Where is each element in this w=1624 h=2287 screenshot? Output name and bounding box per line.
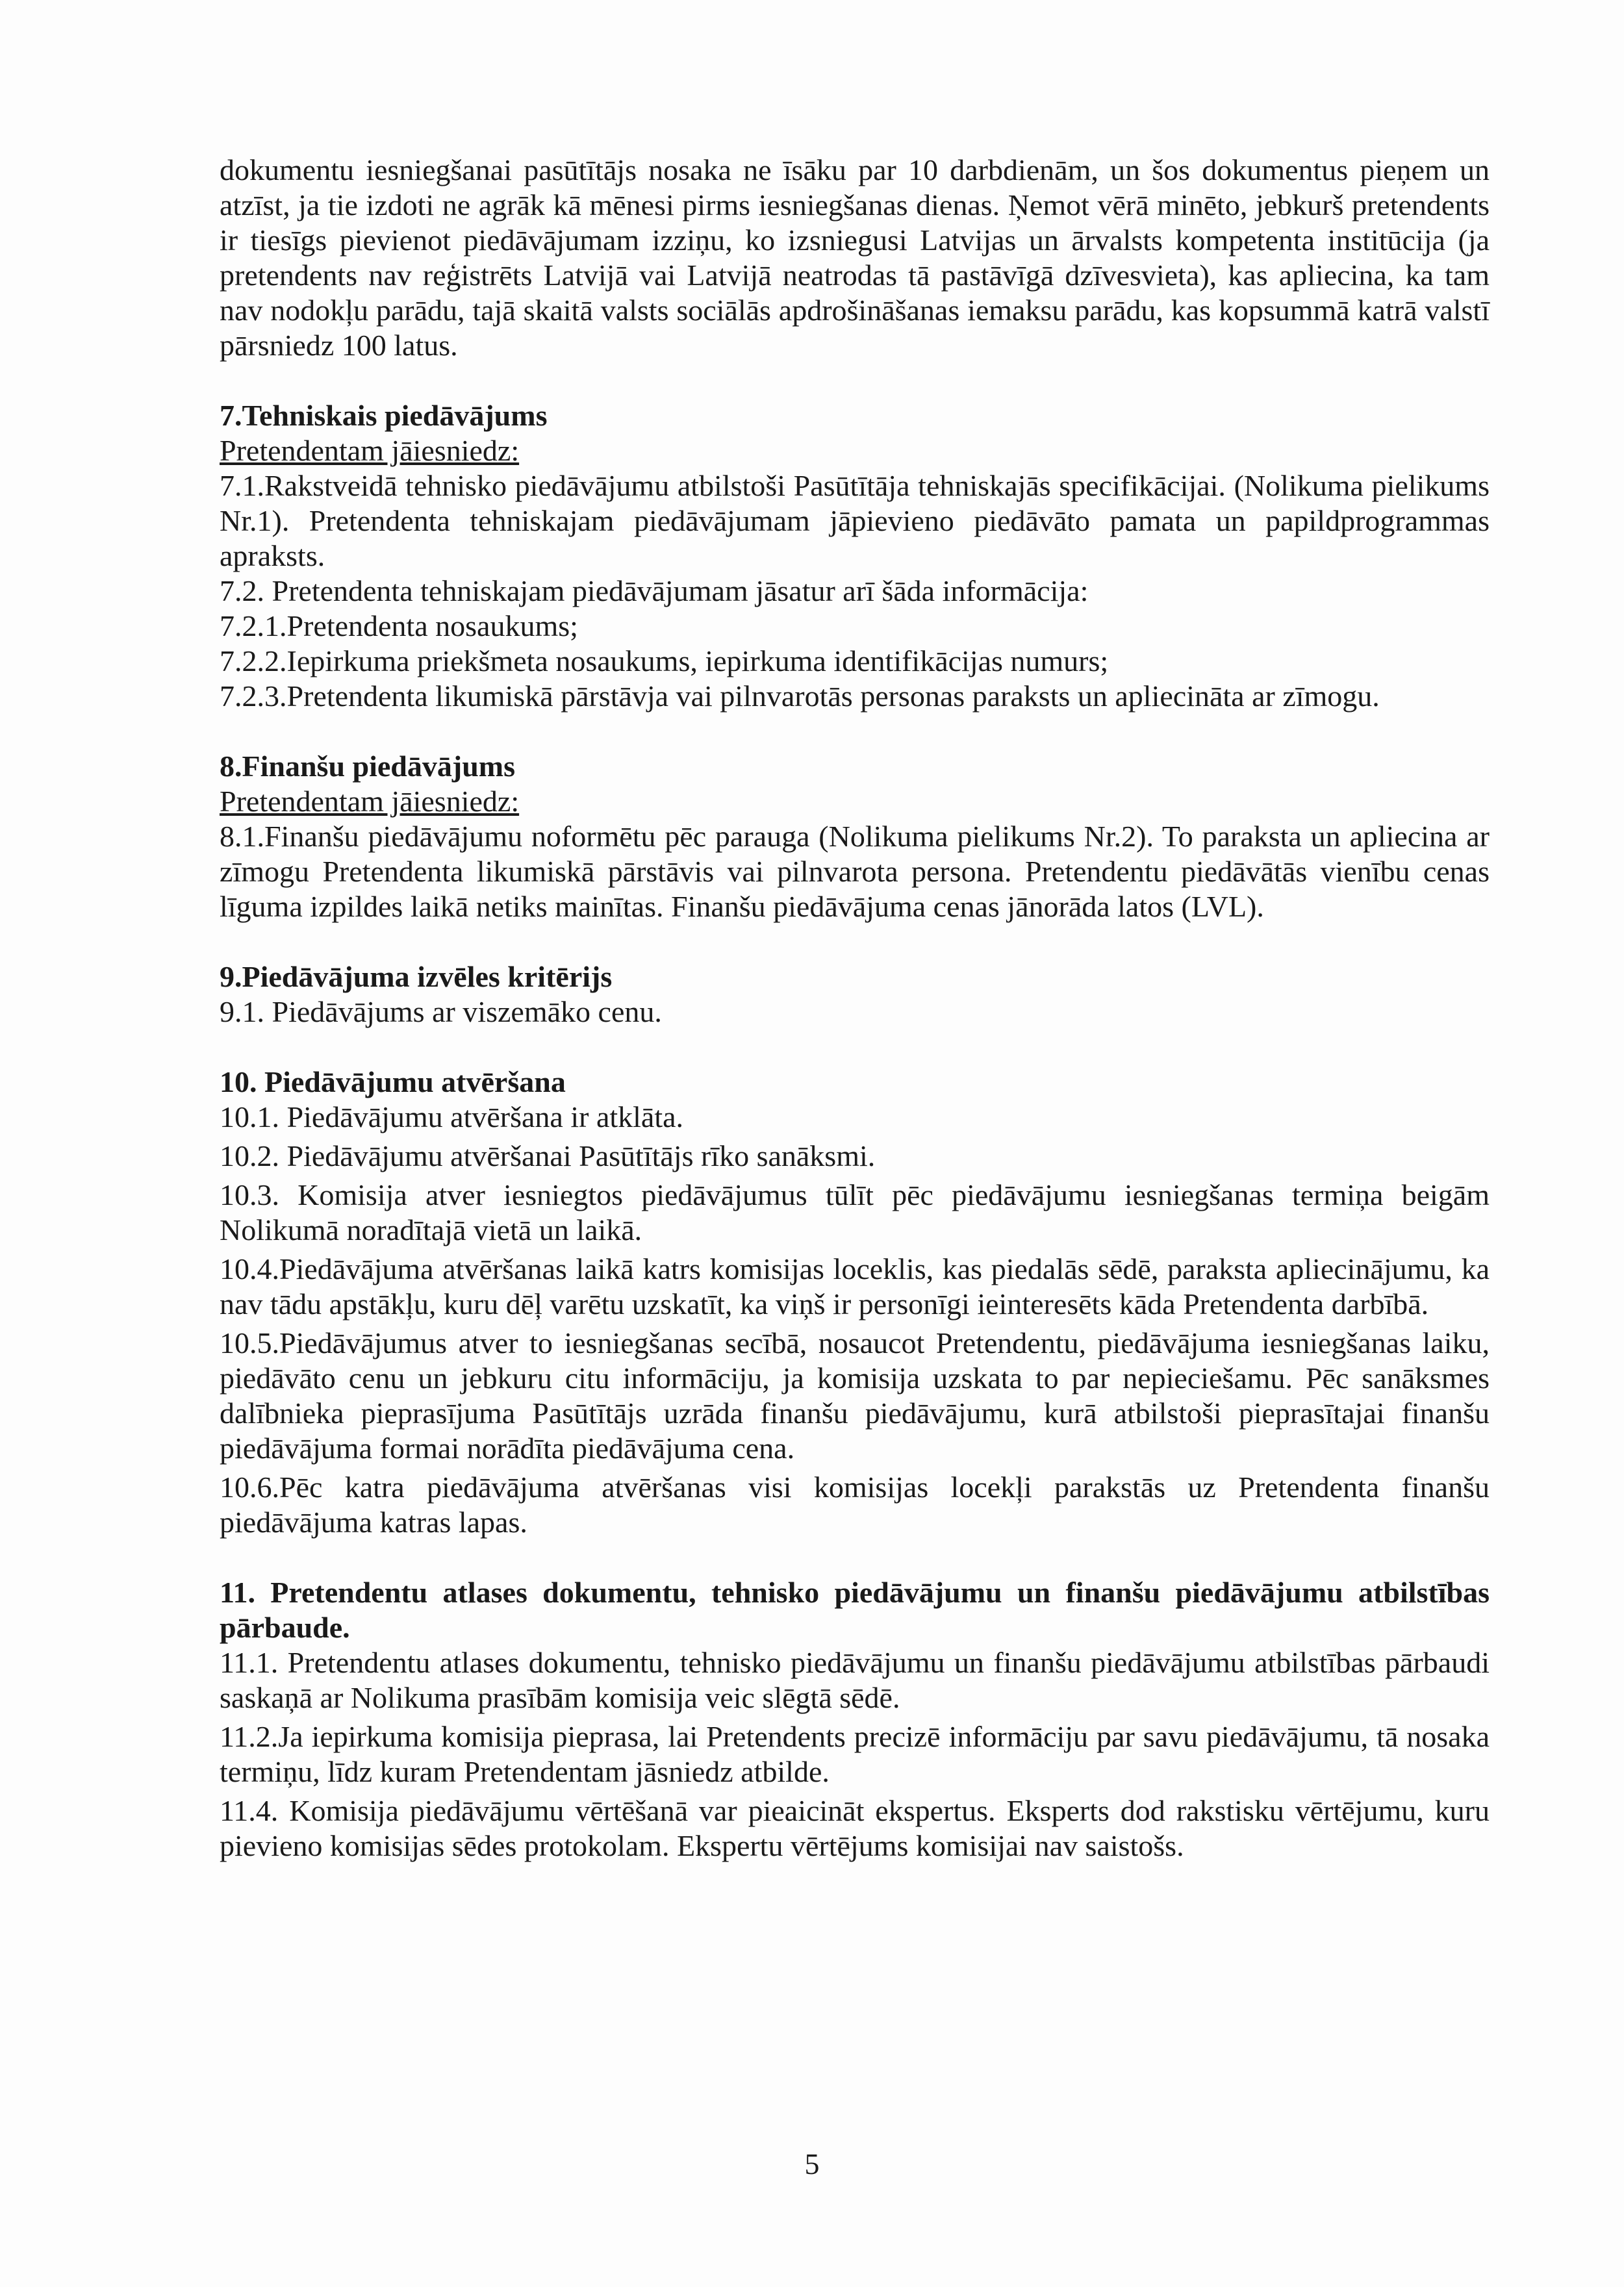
section-8-subheading: Pretendentam jāiesniedz:: [220, 785, 520, 818]
paragraph-8-1: 8.1.Finanšu piedāvājumu noformētu pēc parauga (Nolikuma pielikums Nr.2). To paraksta un apliecina ar zīmogu Pretendenta likumiskā pārstāvis vai pilnvarota persona. Pretendentu piedāvātās vienību cenas līguma izpildes laikā netiks mainītas. Finanšu piedāvājuma cenas jānorāda latos (LVL).: [220, 820, 1490, 923]
paragraph-11-2: 11.2.Ja iepirkuma komisija pieprasa, lai Pretendents precizē informāciju par savu piedāvājumu, tā nosaka termiņu, līdz kuram Pretendentam jāsniedz atbilde.: [220, 1720, 1490, 1788]
section-8-title: 8.Finanšu piedāvājums: [220, 750, 516, 783]
section-7-subheading: Pretendentam jāiesniedz:: [220, 434, 520, 467]
paragraph-10-6: 10.6.Pēc katra piedāvājuma atvēršanas visi komisijas locekļi parakstās uz Pretendenta finanšu piedāvājuma katras lapas.: [220, 1471, 1490, 1539]
paragraph-10-2: 10.2. Piedāvājumu atvēršanai Pasūtītājs rīko sanāksmi.: [220, 1139, 876, 1172]
section-10-title: 10. Piedāvājumu atvēršana: [220, 1065, 566, 1098]
paragraph-10-5: 10.5.Piedāvājumus atver to iesniegšanas secībā, nosaucot Pretendentu, piedāvājuma iesniegšanas laiku, piedāvāto cenu un jebkuru citu informāciju, ja komisija uzskata to par nepieciešamu. Pēc sanāksmes dalībnieka pieprasījuma Pasūtītājs uzrāda finanšu piedāvājumu, kurā atbilstoši pieprasītajai finanšu piedāvājuma formai norādīta piedāvājuma cena.: [220, 1326, 1490, 1465]
paragraph-7-2-1: 7.2.1.Pretendenta nosaukums;: [220, 609, 578, 642]
paragraph-7-2: 7.2. Pretendenta tehniskajam piedāvājumam jāsatur arī šāda informācija:: [220, 574, 1089, 607]
paragraph-7-2-3: 7.2.3.Pretendenta likumiskā pārstāvja vai pilnvarotās personas paraksts un apliecināta ar zīmogu.: [220, 679, 1380, 713]
paragraph-11-4: 11.4. Komisija piedāvājumu vērtēšanā var pieaicināt ekspertus. Eksperts dod rakstisku vērtējumu, kuru pievieno komisijas sēdes protokolam. Ekspertu vērtējums komisijai nav saistošs.: [220, 1794, 1490, 1862]
section-7-title: 7.Tehniskais piedāvājums: [220, 399, 548, 432]
page-number: 5: [804, 2147, 820, 2180]
paragraph-10-1: 10.1. Piedāvājumu atvēršana ir atklāta.: [220, 1100, 684, 1133]
section-11-title: 11. Pretendentu atlases dokumentu, tehnisko piedāvājumu un finanšu piedāvājumu atbilstības pārbaude.: [220, 1576, 1490, 1644]
paragraph-9-1: 9.1. Piedāvājums ar viszemāko cenu.: [220, 995, 662, 1028]
paragraph-11-1: 11.1. Pretendentu atlases dokumentu, tehnisko piedāvājumu un finanšu piedāvājumu atbilstības pārbaudi saskaņā ar Nolikuma prasībām komisija veic slēgtā sēdē.: [220, 1646, 1490, 1714]
paragraph-10-3: 10.3. Komisija atver iesniegtos piedāvājumus tūlīt pēc piedāvājumu iesniegšanas termiņa beigām Nolikumā noradītajā vietā un laikā.: [220, 1178, 1490, 1246]
paragraph-7-2-2: 7.2.2.Iepirkuma priekšmeta nosaukums, iepirkuma identifikācijas numurs;: [220, 644, 1109, 677]
section-9-title: 9.Piedāvājuma izvēles kritērijs: [220, 960, 613, 993]
paragraph-10-4: 10.4.Piedāvājuma atvēršanas laikā katrs komisijas loceklis, kas piedalās sēdē, paraksta apliecinājumu, ka nav tādu apstākļu, kuru dēļ varētu uzskatīt, ka viņš ir personīgi ieinteresēts kāda Pretendenta darbībā.: [220, 1252, 1490, 1320]
paragraph-7-1: 7.1.Rakstveidā tehnisko piedāvājumu atbilstoši Pasūtītāja tehniskajās specifikācijai. (Nolikuma pielikums Nr.1). Pretendenta tehniskajam piedāvājumam jāpievieno piedāvāto pamata un papildprogrammas apraksts.: [220, 469, 1490, 572]
document-page: [220, 153, 1490, 1864]
intro-paragraph: dokumentu iesniegšanai pasūtītājs nosaka ne īsāku par 10 darbdienām, un šos dokumentus pieņem un atzīst, ja tie izdoti ne agrāk kā mēnesi pirms iesniegšanas dienas. Ņemot vērā minēto, jebkurš pretendents ir tiesīgs pievienot piedāvājumam izziņu, ko izsniegusi Latvijas un ārvalsts kompetenta institūcija (ja pretendents nav reģistrēts Latvijā vai Latvijā neatrodas tā pastāvīgā dzīvesvieta), kas apliecina, ka tam nav nodokļu parādu, tajā skaitā valsts sociālās apdrošināšanas iemaksu parādu, kas kopsummā katrā valstī pārsniedz 100 latus.: [220, 153, 1490, 362]
